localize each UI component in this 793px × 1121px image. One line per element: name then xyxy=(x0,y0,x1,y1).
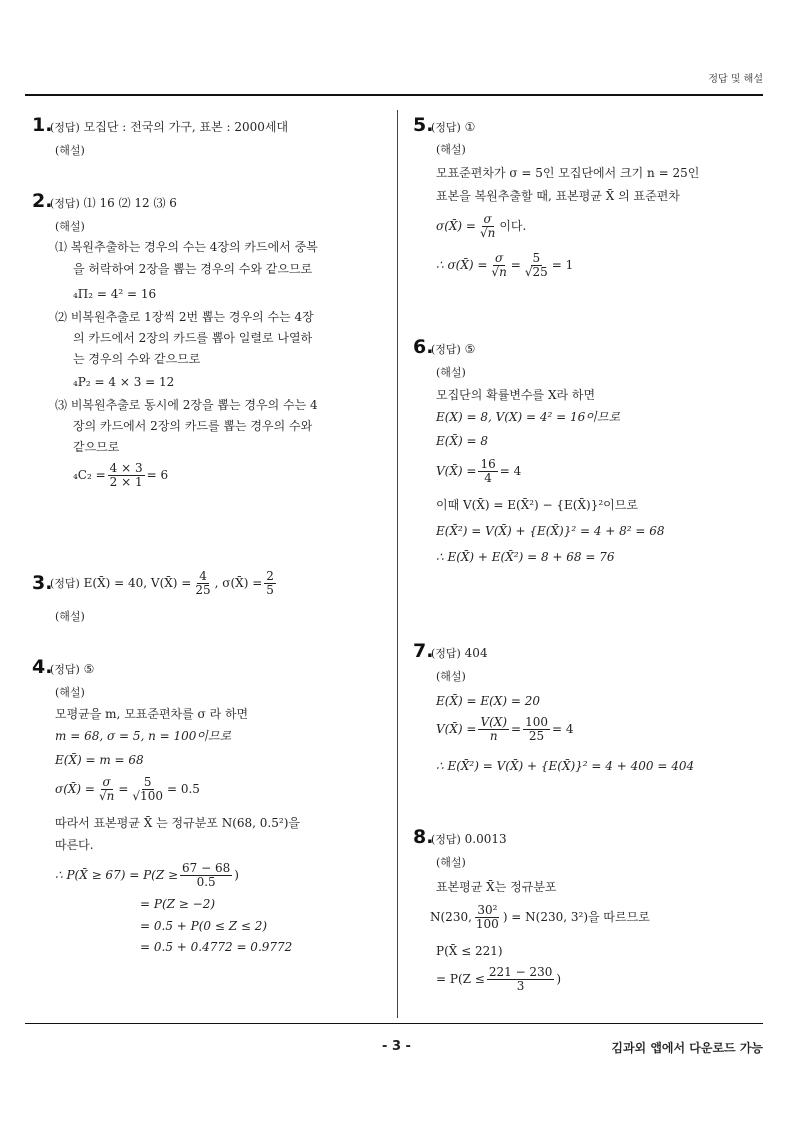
denominator: √100 xyxy=(132,789,163,803)
denominator: 5 xyxy=(266,583,274,597)
fraction xyxy=(487,966,555,993)
numerator: 221 − 230 xyxy=(488,965,553,979)
formula-part: = 1 xyxy=(551,258,574,272)
question-number: 5. xyxy=(413,114,434,136)
explanation-label: (해설) xyxy=(55,610,85,623)
answer-tag: (정답) xyxy=(431,833,461,846)
answer-text: 0.0013 xyxy=(464,832,507,846)
denominator: 4 xyxy=(484,471,492,485)
answer-text: , σ(X̄) = xyxy=(214,576,263,590)
answer-tag: (정답) xyxy=(50,663,80,676)
explanation-label: (해설) xyxy=(55,144,85,157)
fraction xyxy=(193,570,212,597)
fraction xyxy=(523,252,550,279)
formula-line: E(X̄) = 8 xyxy=(436,434,488,448)
bottom-rule xyxy=(25,1023,763,1024)
fraction xyxy=(474,904,501,931)
numerator: 5 xyxy=(143,775,152,789)
answer-line xyxy=(431,120,475,135)
formula-part: ∴ P(X̄ ≥ 67) = P(Z ≥ xyxy=(55,868,179,882)
page-number: - 3 - xyxy=(382,1039,411,1054)
formula-part: = xyxy=(510,258,521,272)
formula-line: = P(Z ≥ −2) xyxy=(140,897,216,911)
explanation-label: (해설) xyxy=(55,220,85,233)
formula-line: E(X) = 8, V(X) = 4² = 16이므로 xyxy=(436,410,621,424)
formula-line: = 0.5 + P(0 ≤ Z ≤ 2) xyxy=(140,919,268,933)
denominator: √n xyxy=(479,226,496,240)
formula-line: E(X̄²) = V(X̄) + {E(X̄)}² = 4 + 8² = 68 xyxy=(436,524,665,538)
top-rule xyxy=(25,94,763,96)
answer-line xyxy=(431,832,507,847)
denominator: √n xyxy=(98,789,115,803)
formula-line: E(X̄) = E(X) = 20 xyxy=(436,694,540,708)
answer-line xyxy=(50,196,177,211)
numerator: 30² xyxy=(477,903,498,917)
answer-text: 모집단 : 전국의 가구, 표본 : 2000세대 xyxy=(83,120,289,134)
explanation-line: 는 경우의 수와 같으므로 xyxy=(73,352,201,366)
explanation-line: 의 카드에서 2장의 카드를 뽑아 일렬로 나열하 xyxy=(73,331,313,345)
formula-line: P(X̄ ≤ 221) xyxy=(436,944,503,958)
denominator: √n xyxy=(491,265,507,279)
answer-tag: (정답) xyxy=(50,577,80,590)
answer-line xyxy=(431,646,488,661)
formula-part: = xyxy=(118,782,129,796)
explanation-line: 따라서 표본평균 X̄ 는 정규분포 N(68, 0.5²)을 xyxy=(55,816,300,830)
fraction xyxy=(97,776,116,803)
answer-tag: (정답) xyxy=(50,197,80,210)
denominator: 2 × 1 xyxy=(109,475,143,489)
answer-tag: (정답) xyxy=(431,343,461,356)
formula-part: = 0.5 xyxy=(166,782,200,796)
formula-line xyxy=(436,716,574,743)
numerator: V(X) xyxy=(480,715,508,729)
denominator: 25 xyxy=(195,583,211,597)
formula-line: ∴ E(X̄²) = V(X̄) + {E(X̄)}² = 4 + 400 = 404 xyxy=(436,759,695,773)
numerator: σ xyxy=(483,212,492,226)
answer-line xyxy=(431,342,475,357)
formula-part: = P(Z ≤ xyxy=(436,972,485,986)
section-header: 정답 및 해설 xyxy=(708,74,763,85)
explanation-line: 표본을 복원추출할 때, 표본평균 X̄ 의 표준편차 xyxy=(436,189,680,203)
answer-text: 404 xyxy=(464,646,488,660)
formula-part: = 4 xyxy=(499,464,522,478)
numerator: σ xyxy=(495,251,504,265)
formula-part: ₄C₂ = xyxy=(73,468,106,482)
answer-text: ⑴ 16 ⑵ 12 ⑶ 6 xyxy=(83,196,177,210)
formula-line: ₄Π₂ = 4² = 16 xyxy=(73,287,157,301)
explanation-line: 따른다. xyxy=(55,838,94,852)
numerator: 100 xyxy=(525,715,548,729)
explanation-line: 표본평균 X̄는 정규분포 xyxy=(436,880,557,894)
fraction xyxy=(523,716,550,743)
answer-text: ① xyxy=(464,120,476,134)
explanation-label: (해설) xyxy=(436,143,466,156)
denominator: √25 xyxy=(524,265,548,279)
numerator: 4 × 3 xyxy=(109,461,143,475)
numerator: 5 xyxy=(532,251,541,265)
explanation-line: 장의 카드에서 2장의 카드를 뽑는 경우의 수와 xyxy=(73,419,313,433)
answer-line xyxy=(50,570,278,597)
fraction xyxy=(130,776,165,803)
formula-line xyxy=(436,252,573,279)
explanation-label: (해설) xyxy=(436,366,466,379)
question-number: 1. xyxy=(32,114,53,136)
answer-text: ⑤ xyxy=(83,662,95,676)
formula-part: ) xyxy=(556,972,562,986)
explanation-label: (해설) xyxy=(436,856,466,869)
question-number: 3. xyxy=(32,572,53,594)
formula-part: σ(X̄) = xyxy=(436,219,476,233)
fraction xyxy=(180,862,232,889)
footer-note: 김과외 앱에서 다운로드 가능 xyxy=(611,1041,763,1055)
formula-part: V(X̄) = xyxy=(436,464,477,478)
formula-part: σ(X̄) = xyxy=(55,782,95,796)
formula-part: ) = N(230, 3²)을 따르므로 xyxy=(502,910,650,924)
formula-part: ) xyxy=(234,868,239,882)
formula-line xyxy=(73,462,168,489)
formula-part: V(X̄) = xyxy=(436,722,477,736)
formula-line xyxy=(55,862,239,889)
formula-part: N(230, xyxy=(430,910,472,924)
numerator: 67 − 68 xyxy=(182,861,231,875)
explanation-line: 을 허락하여 2장을 뽑는 경우의 수와 같으므로 xyxy=(73,262,313,276)
fraction xyxy=(489,252,508,279)
answer-line xyxy=(50,662,94,677)
column-divider xyxy=(397,110,398,1018)
formula-line xyxy=(436,966,561,993)
formula-line xyxy=(55,776,200,803)
formula-line: E(X̄) = m = 68 xyxy=(55,753,144,767)
formula-part: = 6 xyxy=(146,468,169,482)
formula-line xyxy=(436,458,521,485)
numerator: 4 xyxy=(199,569,207,583)
fraction xyxy=(108,462,145,489)
denominator: 3 xyxy=(516,979,525,993)
explanation-line: 모집단의 확률변수를 X라 하면 xyxy=(436,388,596,402)
fraction xyxy=(264,570,276,597)
answer-tag: (정답) xyxy=(431,647,461,660)
explanation-line: ⑴ 복원추출하는 경우의 수는 4장의 카드에서 중복 xyxy=(55,240,318,254)
formula-line: = 0.5 + 0.4772 = 0.9772 xyxy=(140,940,293,954)
formula-line: 이때 V(X̄) = E(X̄²) − {E(X̄)}²이므로 xyxy=(436,498,638,512)
answer-tag: (정답) xyxy=(50,121,80,134)
fraction xyxy=(478,213,497,240)
question-number: 8. xyxy=(413,826,434,848)
formula-line: m = 68, σ = 5, n = 100이므로 xyxy=(55,729,232,743)
formula-part: = xyxy=(511,722,522,736)
formula-part: 이다. xyxy=(499,219,527,233)
question-number: 6. xyxy=(413,336,434,358)
denominator: 100 xyxy=(475,917,499,931)
fraction xyxy=(478,716,509,743)
numerator: 16 xyxy=(480,457,496,471)
answer-line xyxy=(50,120,288,135)
question-number: 2. xyxy=(32,190,53,212)
fraction xyxy=(478,458,497,485)
question-number: 4. xyxy=(32,656,53,678)
answer-tag: (정답) xyxy=(431,121,461,134)
formula-line: ₄P₂ = 4 × 3 = 12 xyxy=(73,375,175,389)
question-number: 7. xyxy=(413,640,434,662)
numerator: σ xyxy=(102,775,111,789)
explanation-line: ⑵ 비복원추출로 1장씩 2번 뽑는 경우의 수는 4장 xyxy=(55,310,314,324)
numerator: 2 xyxy=(266,569,274,583)
explanation-line: 모표준편차가 σ = 5인 모집단에서 크기 n = 25인 xyxy=(436,166,700,180)
explanation-label: (해설) xyxy=(55,686,85,699)
explanation-line: ⑶ 비복원추출로 동시에 2장을 뽑는 경우의 수는 4 xyxy=(55,398,318,412)
explanation-line: 같으므로 xyxy=(73,440,120,454)
formula-part: ∴ σ(X̄) = xyxy=(436,258,488,272)
formula-part: = 4 xyxy=(552,722,574,736)
formula-line xyxy=(430,904,650,931)
explanation-line: 모평균을 m, 모표준편차를 σ 라 하면 xyxy=(55,707,249,721)
formula-line xyxy=(436,213,526,240)
denominator: 25 xyxy=(528,729,545,743)
formula-line: ∴ E(X̄) + E(X̄²) = 8 + 68 = 76 xyxy=(436,550,615,564)
denominator: n xyxy=(489,729,498,743)
explanation-label: (해설) xyxy=(436,670,466,683)
denominator: 0.5 xyxy=(196,875,216,889)
answer-text: E(X̄) = 40, V(X̄) = xyxy=(83,576,192,590)
answer-text: ⑤ xyxy=(464,342,476,356)
